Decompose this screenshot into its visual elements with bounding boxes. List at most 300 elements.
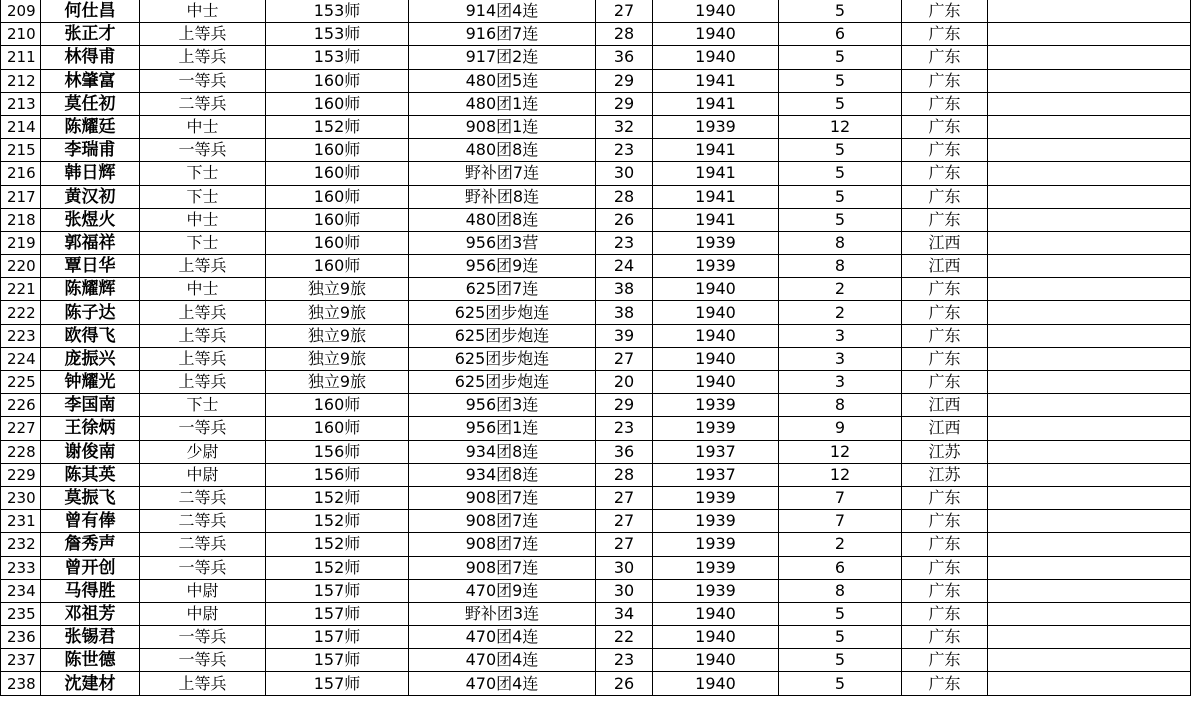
empty-cell[interactable] — [988, 278, 1191, 301]
age-cell[interactable]: 27 — [596, 486, 653, 509]
month-cell[interactable]: 12 — [779, 463, 902, 486]
empty-cell[interactable] — [988, 394, 1191, 417]
empty-cell[interactable] — [988, 23, 1191, 46]
division-cell[interactable]: 独立9旅 — [266, 347, 409, 370]
year-cell[interactable]: 1940 — [653, 672, 779, 695]
empty-cell[interactable] — [988, 371, 1191, 394]
empty-cell[interactable] — [988, 185, 1191, 208]
age-cell[interactable]: 28 — [596, 23, 653, 46]
rank-cell[interactable]: 中士 — [140, 0, 266, 23]
empty-cell[interactable] — [988, 46, 1191, 69]
year-cell[interactable]: 1940 — [653, 0, 779, 23]
name-cell[interactable]: 陈其英 — [41, 463, 140, 486]
empty-cell[interactable] — [988, 463, 1191, 486]
division-cell[interactable]: 152师 — [266, 115, 409, 138]
row-number-cell[interactable]: 214 — [1, 115, 41, 138]
name-cell[interactable]: 谢俊南 — [41, 440, 140, 463]
province-cell[interactable]: 江西 — [902, 231, 988, 254]
row-number-cell[interactable]: 217 — [1, 185, 41, 208]
year-cell[interactable]: 1939 — [653, 510, 779, 533]
row-number-cell[interactable]: 238 — [1, 672, 41, 695]
month-cell[interactable]: 5 — [779, 602, 902, 625]
rank-cell[interactable]: 下士 — [140, 185, 266, 208]
name-cell[interactable]: 马得胜 — [41, 579, 140, 602]
unit-cell[interactable]: 470团9连 — [409, 579, 596, 602]
rank-cell[interactable]: 少尉 — [140, 440, 266, 463]
unit-cell[interactable]: 956团3连 — [409, 394, 596, 417]
month-cell[interactable]: 9 — [779, 417, 902, 440]
empty-cell[interactable] — [988, 347, 1191, 370]
empty-cell[interactable] — [988, 556, 1191, 579]
name-cell[interactable]: 钟耀光 — [41, 371, 140, 394]
row-number-cell[interactable]: 231 — [1, 510, 41, 533]
name-cell[interactable]: 沈建材 — [41, 672, 140, 695]
empty-cell[interactable] — [988, 69, 1191, 92]
province-cell[interactable]: 广东 — [902, 278, 988, 301]
year-cell[interactable]: 1941 — [653, 69, 779, 92]
empty-cell[interactable] — [988, 301, 1191, 324]
empty-cell[interactable] — [988, 649, 1191, 672]
province-cell[interactable]: 广东 — [902, 649, 988, 672]
empty-cell[interactable] — [988, 162, 1191, 185]
row-number-cell[interactable]: 226 — [1, 394, 41, 417]
year-cell[interactable]: 1939 — [653, 486, 779, 509]
year-cell[interactable]: 1940 — [653, 602, 779, 625]
year-cell[interactable]: 1939 — [653, 231, 779, 254]
name-cell[interactable]: 李瑞甫 — [41, 139, 140, 162]
age-cell[interactable]: 29 — [596, 92, 653, 115]
month-cell[interactable]: 5 — [779, 626, 902, 649]
age-cell[interactable]: 20 — [596, 371, 653, 394]
division-cell[interactable]: 156师 — [266, 463, 409, 486]
rank-cell[interactable]: 上等兵 — [140, 371, 266, 394]
province-cell[interactable]: 广东 — [902, 324, 988, 347]
name-cell[interactable]: 陈耀辉 — [41, 278, 140, 301]
unit-cell[interactable]: 908团1连 — [409, 115, 596, 138]
unit-cell[interactable]: 470团4连 — [409, 626, 596, 649]
division-cell[interactable]: 152师 — [266, 486, 409, 509]
month-cell[interactable]: 6 — [779, 23, 902, 46]
name-cell[interactable]: 陈耀廷 — [41, 115, 140, 138]
province-cell[interactable]: 广东 — [902, 23, 988, 46]
name-cell[interactable]: 李国南 — [41, 394, 140, 417]
empty-cell[interactable] — [988, 440, 1191, 463]
empty-cell[interactable] — [988, 139, 1191, 162]
name-cell[interactable]: 林肇富 — [41, 69, 140, 92]
division-cell[interactable]: 160师 — [266, 231, 409, 254]
rank-cell[interactable]: 一等兵 — [140, 69, 266, 92]
unit-cell[interactable]: 956团9连 — [409, 255, 596, 278]
province-cell[interactable]: 广东 — [902, 347, 988, 370]
name-cell[interactable]: 张煜火 — [41, 208, 140, 231]
unit-cell[interactable]: 908团7连 — [409, 556, 596, 579]
age-cell[interactable]: 39 — [596, 324, 653, 347]
unit-cell[interactable]: 934团8连 — [409, 463, 596, 486]
rank-cell[interactable]: 上等兵 — [140, 23, 266, 46]
rank-cell[interactable]: 上等兵 — [140, 672, 266, 695]
unit-cell[interactable]: 625团7连 — [409, 278, 596, 301]
age-cell[interactable]: 27 — [596, 533, 653, 556]
rank-cell[interactable]: 一等兵 — [140, 649, 266, 672]
province-cell[interactable]: 广东 — [902, 579, 988, 602]
row-number-cell[interactable]: 225 — [1, 371, 41, 394]
unit-cell[interactable]: 625团步炮连 — [409, 371, 596, 394]
year-cell[interactable]: 1940 — [653, 347, 779, 370]
row-number-cell[interactable]: 228 — [1, 440, 41, 463]
unit-cell[interactable]: 956团3营 — [409, 231, 596, 254]
empty-cell[interactable] — [988, 510, 1191, 533]
year-cell[interactable]: 1939 — [653, 115, 779, 138]
division-cell[interactable]: 157师 — [266, 672, 409, 695]
province-cell[interactable]: 广东 — [902, 371, 988, 394]
name-cell[interactable]: 张锡君 — [41, 626, 140, 649]
division-cell[interactable]: 160师 — [266, 417, 409, 440]
month-cell[interactable]: 5 — [779, 139, 902, 162]
name-cell[interactable]: 覃日华 — [41, 255, 140, 278]
province-cell[interactable]: 江西 — [902, 394, 988, 417]
row-number-cell[interactable]: 209 — [1, 0, 41, 23]
division-cell[interactable]: 153师 — [266, 46, 409, 69]
province-cell[interactable]: 广东 — [902, 69, 988, 92]
division-cell[interactable]: 160师 — [266, 92, 409, 115]
row-number-cell[interactable]: 219 — [1, 231, 41, 254]
age-cell[interactable]: 38 — [596, 278, 653, 301]
unit-cell[interactable]: 480团8连 — [409, 208, 596, 231]
province-cell[interactable]: 广东 — [902, 208, 988, 231]
province-cell[interactable]: 江苏 — [902, 463, 988, 486]
province-cell[interactable]: 广东 — [902, 626, 988, 649]
division-cell[interactable]: 独立9旅 — [266, 324, 409, 347]
unit-cell[interactable]: 908团7连 — [409, 533, 596, 556]
unit-cell[interactable]: 914团4连 — [409, 0, 596, 23]
name-cell[interactable]: 曾开创 — [41, 556, 140, 579]
division-cell[interactable]: 152师 — [266, 510, 409, 533]
name-cell[interactable]: 庞振兴 — [41, 347, 140, 370]
age-cell[interactable]: 23 — [596, 417, 653, 440]
division-cell[interactable]: 160师 — [266, 139, 409, 162]
unit-cell[interactable]: 470团4连 — [409, 672, 596, 695]
month-cell[interactable]: 3 — [779, 371, 902, 394]
unit-cell[interactable]: 934团8连 — [409, 440, 596, 463]
name-cell[interactable]: 韩日辉 — [41, 162, 140, 185]
age-cell[interactable]: 34 — [596, 602, 653, 625]
year-cell[interactable]: 1941 — [653, 139, 779, 162]
rank-cell[interactable]: 一等兵 — [140, 417, 266, 440]
name-cell[interactable]: 陈子达 — [41, 301, 140, 324]
month-cell[interactable]: 2 — [779, 533, 902, 556]
year-cell[interactable]: 1940 — [653, 301, 779, 324]
empty-cell[interactable] — [988, 231, 1191, 254]
province-cell[interactable]: 广东 — [902, 672, 988, 695]
province-cell[interactable]: 江苏 — [902, 440, 988, 463]
province-cell[interactable]: 江西 — [902, 255, 988, 278]
year-cell[interactable]: 1937 — [653, 440, 779, 463]
month-cell[interactable]: 5 — [779, 208, 902, 231]
year-cell[interactable]: 1940 — [653, 46, 779, 69]
name-cell[interactable]: 曾有俸 — [41, 510, 140, 533]
empty-cell[interactable] — [988, 255, 1191, 278]
rank-cell[interactable]: 一等兵 — [140, 556, 266, 579]
year-cell[interactable]: 1940 — [653, 23, 779, 46]
rank-cell[interactable]: 一等兵 — [140, 626, 266, 649]
row-number-cell[interactable]: 230 — [1, 486, 41, 509]
rank-cell[interactable]: 中尉 — [140, 602, 266, 625]
name-cell[interactable]: 欧得飞 — [41, 324, 140, 347]
year-cell[interactable]: 1941 — [653, 92, 779, 115]
rank-cell[interactable]: 二等兵 — [140, 510, 266, 533]
month-cell[interactable]: 3 — [779, 347, 902, 370]
row-number-cell[interactable]: 216 — [1, 162, 41, 185]
age-cell[interactable]: 27 — [596, 347, 653, 370]
division-cell[interactable]: 157师 — [266, 626, 409, 649]
age-cell[interactable]: 23 — [596, 649, 653, 672]
age-cell[interactable]: 36 — [596, 46, 653, 69]
division-cell[interactable]: 160师 — [266, 208, 409, 231]
year-cell[interactable]: 1941 — [653, 162, 779, 185]
rank-cell[interactable]: 上等兵 — [140, 46, 266, 69]
row-number-cell[interactable]: 232 — [1, 533, 41, 556]
row-number-cell[interactable]: 211 — [1, 46, 41, 69]
month-cell[interactable]: 2 — [779, 278, 902, 301]
row-number-cell[interactable]: 233 — [1, 556, 41, 579]
rank-cell[interactable]: 下士 — [140, 394, 266, 417]
rank-cell[interactable]: 二等兵 — [140, 486, 266, 509]
year-cell[interactable]: 1939 — [653, 394, 779, 417]
name-cell[interactable]: 莫任初 — [41, 92, 140, 115]
unit-cell[interactable]: 野补团7连 — [409, 162, 596, 185]
name-cell[interactable]: 郭福祥 — [41, 231, 140, 254]
division-cell[interactable]: 独立9旅 — [266, 278, 409, 301]
unit-cell[interactable]: 908团7连 — [409, 486, 596, 509]
province-cell[interactable]: 广东 — [902, 556, 988, 579]
month-cell[interactable]: 5 — [779, 185, 902, 208]
age-cell[interactable]: 29 — [596, 394, 653, 417]
age-cell[interactable]: 30 — [596, 579, 653, 602]
month-cell[interactable]: 5 — [779, 672, 902, 695]
division-cell[interactable]: 157师 — [266, 649, 409, 672]
year-cell[interactable]: 1939 — [653, 417, 779, 440]
unit-cell[interactable]: 625团步炮连 — [409, 301, 596, 324]
row-number-cell[interactable]: 220 — [1, 255, 41, 278]
unit-cell[interactable]: 480团1连 — [409, 92, 596, 115]
year-cell[interactable]: 1940 — [653, 371, 779, 394]
empty-cell[interactable] — [988, 579, 1191, 602]
month-cell[interactable]: 8 — [779, 255, 902, 278]
province-cell[interactable]: 广东 — [902, 301, 988, 324]
month-cell[interactable]: 12 — [779, 115, 902, 138]
age-cell[interactable]: 38 — [596, 301, 653, 324]
rank-cell[interactable]: 二等兵 — [140, 533, 266, 556]
unit-cell[interactable]: 908团7连 — [409, 510, 596, 533]
month-cell[interactable]: 5 — [779, 69, 902, 92]
rank-cell[interactable]: 中士 — [140, 115, 266, 138]
empty-cell[interactable] — [988, 626, 1191, 649]
province-cell[interactable]: 广东 — [902, 139, 988, 162]
rank-cell[interactable]: 下士 — [140, 162, 266, 185]
row-number-cell[interactable]: 235 — [1, 602, 41, 625]
year-cell[interactable]: 1941 — [653, 185, 779, 208]
division-cell[interactable]: 156师 — [266, 440, 409, 463]
division-cell[interactable]: 160师 — [266, 162, 409, 185]
month-cell[interactable]: 6 — [779, 556, 902, 579]
month-cell[interactable]: 8 — [779, 579, 902, 602]
year-cell[interactable]: 1939 — [653, 533, 779, 556]
empty-cell[interactable] — [988, 672, 1191, 695]
row-number-cell[interactable]: 212 — [1, 69, 41, 92]
province-cell[interactable]: 广东 — [902, 46, 988, 69]
name-cell[interactable]: 张正才 — [41, 23, 140, 46]
division-cell[interactable]: 独立9旅 — [266, 301, 409, 324]
year-cell[interactable]: 1939 — [653, 255, 779, 278]
name-cell[interactable]: 陈世德 — [41, 649, 140, 672]
age-cell[interactable]: 28 — [596, 463, 653, 486]
row-number-cell[interactable]: 224 — [1, 347, 41, 370]
empty-cell[interactable] — [988, 115, 1191, 138]
year-cell[interactable]: 1940 — [653, 278, 779, 301]
province-cell[interactable]: 广东 — [902, 115, 988, 138]
empty-cell[interactable] — [988, 602, 1191, 625]
division-cell[interactable]: 160师 — [266, 69, 409, 92]
unit-cell[interactable]: 野补团8连 — [409, 185, 596, 208]
row-number-cell[interactable]: 236 — [1, 626, 41, 649]
empty-cell[interactable] — [988, 0, 1191, 23]
unit-cell[interactable]: 470团4连 — [409, 649, 596, 672]
name-cell[interactable]: 林得甫 — [41, 46, 140, 69]
age-cell[interactable]: 23 — [596, 231, 653, 254]
division-cell[interactable]: 157师 — [266, 579, 409, 602]
province-cell[interactable]: 广东 — [902, 185, 988, 208]
unit-cell[interactable]: 916团7连 — [409, 23, 596, 46]
name-cell[interactable]: 邓祖芳 — [41, 602, 140, 625]
year-cell[interactable]: 1940 — [653, 626, 779, 649]
division-cell[interactable]: 独立9旅 — [266, 371, 409, 394]
month-cell[interactable]: 5 — [779, 162, 902, 185]
row-number-cell[interactable]: 229 — [1, 463, 41, 486]
age-cell[interactable]: 27 — [596, 510, 653, 533]
name-cell[interactable]: 詹秀声 — [41, 533, 140, 556]
unit-cell[interactable]: 625团步炮连 — [409, 347, 596, 370]
age-cell[interactable]: 28 — [596, 185, 653, 208]
age-cell[interactable]: 27 — [596, 0, 653, 23]
empty-cell[interactable] — [988, 208, 1191, 231]
province-cell[interactable]: 广东 — [902, 162, 988, 185]
month-cell[interactable]: 8 — [779, 394, 902, 417]
year-cell[interactable]: 1939 — [653, 556, 779, 579]
age-cell[interactable]: 22 — [596, 626, 653, 649]
rank-cell[interactable]: 上等兵 — [140, 301, 266, 324]
year-cell[interactable]: 1937 — [653, 463, 779, 486]
month-cell[interactable]: 5 — [779, 0, 902, 23]
province-cell[interactable]: 广东 — [902, 0, 988, 23]
row-number-cell[interactable]: 210 — [1, 23, 41, 46]
rank-cell[interactable]: 上等兵 — [140, 347, 266, 370]
rank-cell[interactable]: 一等兵 — [140, 139, 266, 162]
empty-cell[interactable] — [988, 324, 1191, 347]
row-number-cell[interactable]: 215 — [1, 139, 41, 162]
rank-cell[interactable]: 上等兵 — [140, 324, 266, 347]
unit-cell[interactable]: 917团2连 — [409, 46, 596, 69]
row-number-cell[interactable]: 227 — [1, 417, 41, 440]
province-cell[interactable]: 广东 — [902, 92, 988, 115]
month-cell[interactable]: 8 — [779, 231, 902, 254]
rank-cell[interactable]: 中士 — [140, 208, 266, 231]
age-cell[interactable]: 30 — [596, 556, 653, 579]
division-cell[interactable]: 160师 — [266, 394, 409, 417]
rank-cell[interactable]: 下士 — [140, 231, 266, 254]
year-cell[interactable]: 1940 — [653, 649, 779, 672]
name-cell[interactable]: 黄汉初 — [41, 185, 140, 208]
month-cell[interactable]: 2 — [779, 301, 902, 324]
unit-cell[interactable]: 野补团3连 — [409, 602, 596, 625]
rank-cell[interactable]: 二等兵 — [140, 92, 266, 115]
year-cell[interactable]: 1939 — [653, 579, 779, 602]
rank-cell[interactable]: 上等兵 — [140, 255, 266, 278]
year-cell[interactable]: 1940 — [653, 324, 779, 347]
division-cell[interactable]: 160师 — [266, 255, 409, 278]
year-cell[interactable]: 1941 — [653, 208, 779, 231]
division-cell[interactable]: 153师 — [266, 23, 409, 46]
empty-cell[interactable] — [988, 486, 1191, 509]
empty-cell[interactable] — [988, 417, 1191, 440]
division-cell[interactable]: 157师 — [266, 602, 409, 625]
rank-cell[interactable]: 中士 — [140, 278, 266, 301]
row-number-cell[interactable]: 223 — [1, 324, 41, 347]
month-cell[interactable]: 7 — [779, 510, 902, 533]
age-cell[interactable]: 30 — [596, 162, 653, 185]
division-cell[interactable]: 160师 — [266, 185, 409, 208]
name-cell[interactable]: 莫振飞 — [41, 486, 140, 509]
age-cell[interactable]: 32 — [596, 115, 653, 138]
unit-cell[interactable]: 956团1连 — [409, 417, 596, 440]
province-cell[interactable]: 广东 — [902, 486, 988, 509]
row-number-cell[interactable]: 237 — [1, 649, 41, 672]
month-cell[interactable]: 12 — [779, 440, 902, 463]
rank-cell[interactable]: 中尉 — [140, 463, 266, 486]
rank-cell[interactable]: 中尉 — [140, 579, 266, 602]
province-cell[interactable]: 广东 — [902, 533, 988, 556]
month-cell[interactable]: 3 — [779, 324, 902, 347]
empty-cell[interactable] — [988, 92, 1191, 115]
unit-cell[interactable]: 480团5连 — [409, 69, 596, 92]
province-cell[interactable]: 江西 — [902, 417, 988, 440]
age-cell[interactable]: 24 — [596, 255, 653, 278]
row-number-cell[interactable]: 213 — [1, 92, 41, 115]
division-cell[interactable]: 152师 — [266, 556, 409, 579]
division-cell[interactable]: 152师 — [266, 533, 409, 556]
province-cell[interactable]: 广东 — [902, 510, 988, 533]
row-number-cell[interactable]: 221 — [1, 278, 41, 301]
row-number-cell[interactable]: 218 — [1, 208, 41, 231]
unit-cell[interactable]: 480团8连 — [409, 139, 596, 162]
month-cell[interactable]: 7 — [779, 486, 902, 509]
row-number-cell[interactable]: 222 — [1, 301, 41, 324]
age-cell[interactable]: 29 — [596, 69, 653, 92]
province-cell[interactable]: 广东 — [902, 602, 988, 625]
month-cell[interactable]: 5 — [779, 649, 902, 672]
division-cell[interactable]: 153师 — [266, 0, 409, 23]
month-cell[interactable]: 5 — [779, 92, 902, 115]
name-cell[interactable]: 何仕昌 — [41, 0, 140, 23]
age-cell[interactable]: 36 — [596, 440, 653, 463]
empty-cell[interactable] — [988, 533, 1191, 556]
age-cell[interactable]: 23 — [596, 139, 653, 162]
month-cell[interactable]: 5 — [779, 46, 902, 69]
age-cell[interactable]: 26 — [596, 208, 653, 231]
name-cell[interactable]: 王徐炳 — [41, 417, 140, 440]
row-number-cell[interactable]: 234 — [1, 579, 41, 602]
age-cell[interactable]: 26 — [596, 672, 653, 695]
unit-cell[interactable]: 625团步炮连 — [409, 324, 596, 347]
